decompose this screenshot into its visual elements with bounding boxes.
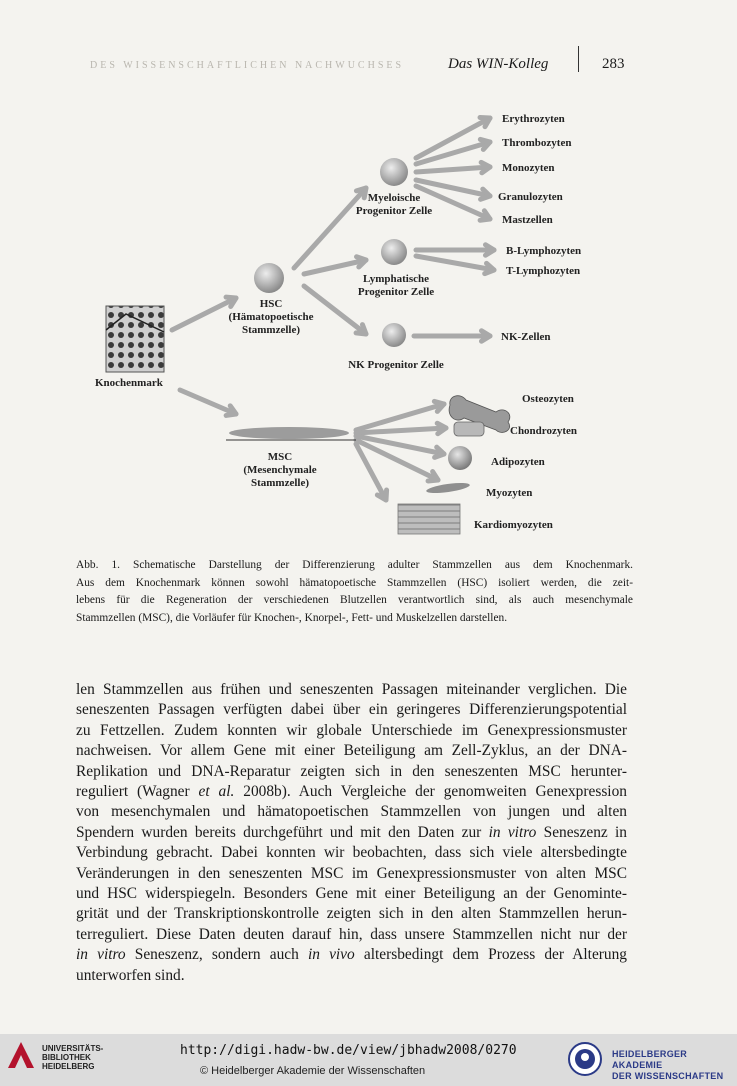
label-b-lymphozyten: B-Lymphozyten [506,245,582,257]
label-t-lymphozyten: T-Lymphozyten [506,265,581,277]
label-mastzellen: Mastzellen [502,214,553,226]
label-msc-sub2: Stammzelle) [250,477,310,489]
header-divider [578,46,579,72]
cartilage-icon [454,422,484,436]
adipocyte-icon [448,446,472,470]
italic-in-vitro: in vitro [76,946,126,964]
caption-line-2: Aus dem Knochenmark können sowohl hämatopoetische Stammzellen (HSC) isoliert werden, die zeit- [76,576,633,589]
caption-line-1: Abb. 1. Schematische Darstellung der Differenzierung adulter Stammzellen aus dem Knochenmark. [76,559,633,571]
library-name: UNIVERSITÄTS- BIBLIOTHEK HEIDELBERG [42,1044,104,1071]
label-thrombozyten: Thrombozyten [502,137,572,149]
italic-et-al: et al. [198,783,235,801]
label-osteozyten: Osteozyten [522,393,574,405]
label-kardiomyozyten: Kardiomyozyten [474,519,553,531]
academy-seal-icon [568,1040,602,1078]
cardiomyocyte-icon [398,504,460,534]
label-granulozyten: Granulozyten [498,191,563,203]
label-hsc: HSC [259,298,283,310]
body-line: terreguliert. Diese Daten deuten darauf hin, dass unsere Stammzellen nicht nur der [76,925,627,943]
label-adipozyten: Adipozyten [491,456,545,468]
caption-line-4: Stammzellen (MSC), die Vorläufer für Knochen-, Knorpel-, Fett- und Muskelzellen darstellen. [76,611,508,624]
myocyte-icon [426,481,471,495]
body-line: unterworfen sind. [76,966,185,984]
body-line: und HSC widerspiegeln. Besonders Gene mit einer Beteiligung an der Genominte- [76,885,627,903]
label-hsc-sub2: Stammzelle) [241,324,301,336]
body-line: seneszenten Passagen verfügten dabei über ein geringeres Differenzierungspotential [76,701,627,719]
differentiation-arrow [416,167,490,172]
university-library-logo-icon [6,1040,36,1070]
stem-cell-differentiation-figure [76,100,632,550]
label-nk-progenitor: NK Progenitor Zelle [348,359,444,371]
body-line: zu Fettzellen. Zudem konnten wir globale Unterschiede im Genexpressionsmuster [76,721,627,739]
body-line: Spendern wurden bereits durchgeführt und mit den Daten zur in vitro Seneszenz in [76,823,627,841]
differentiation-arrow [172,298,236,330]
body-line: in vitro Seneszenz, sondern auch in vivo altersbedingt dem Prozess der Alterung [76,946,627,964]
differentiation-arrow [356,404,444,430]
label-monozyten: Monozyten [502,162,555,174]
page-number: 283 [602,56,625,72]
footer-bar [0,1034,737,1086]
hsc-cell-icon [254,263,284,293]
label-myeloid-sub: Progenitor Zelle [355,205,433,217]
body-line: von mesenchymalen und hämatopoetischen Stammzellen von jungen und alten [76,803,627,821]
label-msc: MSC [267,451,293,463]
running-header-title: Das WIN-Kolleg [448,56,549,72]
differentiation-arrow [304,286,366,334]
nk-progenitor-cell-icon [382,323,406,347]
body-paragraph [76,680,627,986]
label-bone-marrow: Knochenmark [95,377,163,389]
label-nk-zellen: NK-Zellen [501,331,551,343]
body-line: reguliert (Wagner et al. 2008b). Auch Vergleiche der genomweiten Genexpression [76,783,627,801]
caption-line-3: lebens für die Regeneration der verschiedenen Blutzellen verantwortlich sind, als auch mesenchymale [76,594,633,606]
body-line: Verbindung gebracht. Dabei konnten wir beobachten, dass sich viele altersbedingte [76,844,627,862]
label-chondrozyten: Chondrozyten [510,425,578,437]
label-hsc-sub1: (Hämatopoetische [228,311,314,323]
body-line: len Stammzellen aus frühen und seneszenten Passagen miteinander verglichen. Die [76,681,627,698]
myeloid-cell-icon [380,158,408,186]
label-msc-sub1: (Mesenchymale [243,464,317,476]
differentiation-arrow [416,256,494,270]
bone-marrow-image [106,306,164,372]
lymphatic-cell-icon [381,239,407,265]
academy-name: HEIDELBERGER AKADEMIE DER WISSENSCHAFTEN [612,1049,724,1081]
label-lymphatic: Lymphatische [362,273,430,285]
italic-in-vivo: in vivo [307,946,355,964]
copyright-text: © Heidelberger Akademie der Wissenschaften [200,1065,426,1077]
label-myeloid: Myeloische [367,192,421,204]
body-line: nachweisen. Vor allem Gene mit einer Beteiligung am Zell-Zyklus, an der DNA- [76,742,627,760]
label-lymphatic-sub: Progenitor Zelle [357,286,435,298]
italic-in-vitro: in vitro [488,823,537,841]
differentiation-arrow [180,390,236,414]
body-line: grität und der Transkriptionskontrolle zeigten sich in den alten Stammzellen herun- [76,905,627,923]
bleed-through-text: DES WISSENSCHAFTLICHEN NACHWUCHSES [90,60,405,71]
differentiation-arrow [356,428,446,433]
label-erythrozyten: Erythrozyten [502,113,565,125]
msc-cell-icon [229,427,349,439]
digital-url-link[interactable]: http://digi.hadw-bw.de/view/jbhadw2008/0270 [180,1043,517,1058]
body-line: Replikation und DNA-Reparatur zeigten sich in den seneszenten MSC herunter- [76,762,627,780]
label-myozyten: Myozyten [486,487,533,499]
body-line: Veränderungen in den seneszenten MSC im Genexpressionsmuster von alten MSC [76,864,627,882]
figure-caption [76,557,633,627]
